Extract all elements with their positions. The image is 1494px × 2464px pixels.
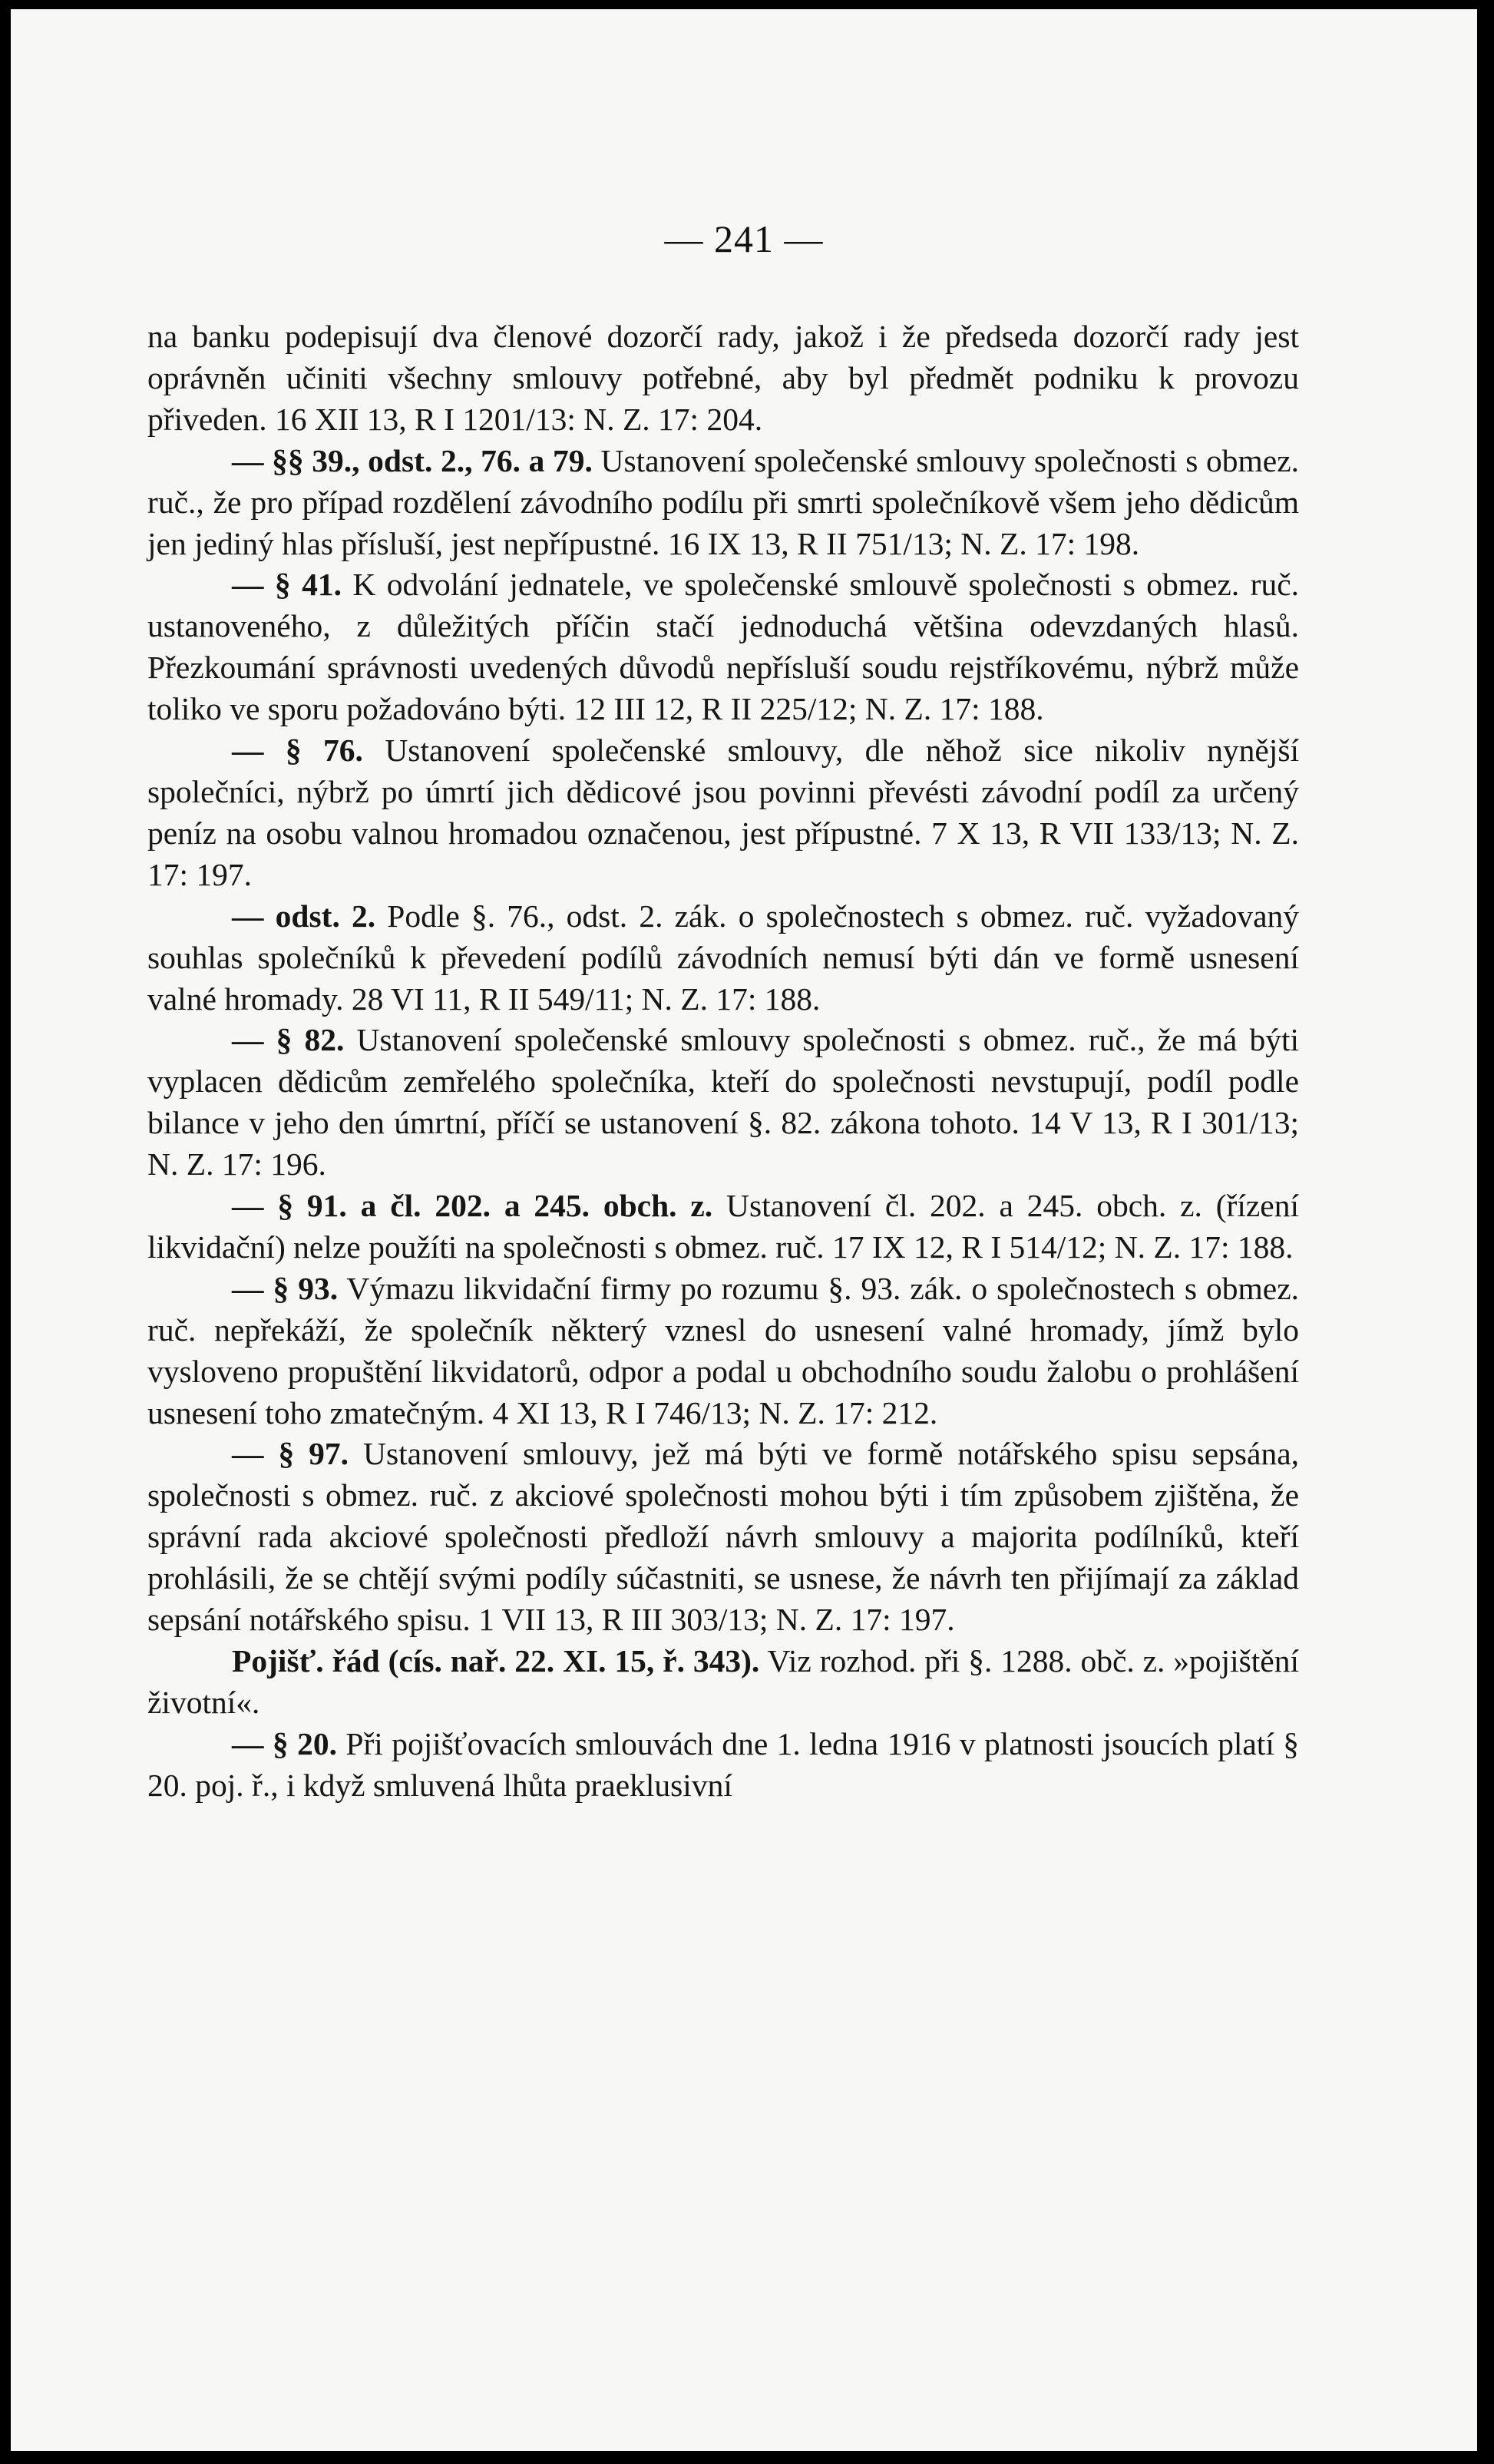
- entry-6: [147, 1186, 1299, 1268]
- entry-10: [147, 1724, 1299, 1807]
- entry-reference: — odst. 2.: [232, 898, 376, 934]
- entry-reference: — § 91. a čl. 202. a 245. obch. z.: [232, 1188, 713, 1224]
- page-number: — 241 —: [664, 217, 824, 260]
- entry-text: Výmazu likvidační firmy po rozumu §. 93. zák. o společnostech s obmez. ruč. nepřekáží, že společník některý vznesl do usnesení valné hromady, jímž bylo vysloveno propuštění likvidatorů, odpor a podal u obchodního soudu žalobu o prohlášení usnesení toho zmatečným. 4 XI 13, R I 746/13; N. Z. 17: 212.: [147, 1270, 1299, 1430]
- entry-text: Ustanovení společenské smlouvy společnosti s obmez. ruč., že má býti vyplacen dědicům zemřelého společníka, kteří do společnosti nevstupují, podíl podle bilance v jeho den úmrtní, příčí se ustanovení §. 82. zákona tohoto. 14 V 13, R I 301/13; N. Z. 17: 196.: [147, 1022, 1300, 1182]
- entry-text: Ustanovení čl. 202. a 245. obch. z. (řízení likvidační) nelze použíti na společnosti s obmez. ruč. 17 IX 12, R I 514/12; N. Z. 17: 188.: [147, 1188, 1299, 1265]
- entry-text: Při pojišťovacích smlouvách dne 1. ledna 1916 v platnosti jsoucích platí § 20. poj. ř., i když smluvená lhůta praeklusivní: [147, 1725, 1300, 1803]
- entry-text: Ustanovení společenské smlouvy, dle něhož sice nikoliv nynější společníci, nýbrž po úmrtí jich dědicové jsou povinni převésti závodní podíl za určený peníz na osobu valnou hromadou označenou, jest přípustné. 7 X 13, R VII 133/13; N. Z. 17: 197.: [147, 733, 1300, 892]
- entry-7: [147, 1268, 1299, 1434]
- entry-3: [147, 730, 1299, 896]
- entry-text: K odvolání jednatele, ve společenské smlouvě společnosti s obmez. ruč. ustanoveného, z důležitých příčin stačí jednoduchá většina odevzdaných hlasů. Přezkoumání správnosti uvedených důvodů nepřísluší soudu rejstříkovému, nýbrž může toliko ve sporu požadováno býti. 12 III 12, R II 225/12; N. Z. 17: 188.: [147, 567, 1299, 727]
- entry-8: [147, 1434, 1299, 1641]
- entry-reference: — § 97.: [232, 1436, 349, 1472]
- book-page: [11, 9, 1477, 2451]
- entry-5: [147, 1020, 1299, 1186]
- entry-1: [147, 441, 1299, 565]
- entry-text: na banku podepisují dva členové dozorčí rady, jakož i že předseda dozorčí rady jest oprávněn učiniti všechny smlouvy potřebné, aby byl předmět podniku k provozu přiveden. 16 XII 13, R I 1201/13: N. Z. 17: 204.: [147, 319, 1299, 437]
- entry-text: Ustanovení smlouvy, jež má býti ve formě notářského spisu sepsána, společnosti s obmez. ruč. z akciové společnosti mohou býti i tím způsobem zjištěna, že správní rada akciové společnosti předloží návrh smlouvy a majorita podílníků, kteří prohlásili, že se chtějí svými podíly súčastniti, se usnese, že návrh ten přijímají za základ sepsání notářského spisu. 1 VII 13, R III 303/13; N. Z. 17: 197.: [147, 1436, 1300, 1638]
- entry-text: Viz rozhod. při §. 1288. obč. z. »pojištění životní«.: [147, 1643, 1299, 1720]
- entry-reference: — § 76.: [232, 733, 363, 769]
- entry-text: Podle §. 76., odst. 2. zák. o společnostech s obmez. ruč. vyžadovaný souhlas společníků k převedení podílů závodních nemusí býti dán ve formě usnesení valné hromady. 28 VI 11, R II 549/11; N. Z. 17: 188.: [147, 898, 1300, 1017]
- entry-reference: — § 41.: [232, 567, 342, 603]
- entry-4: [147, 896, 1299, 1020]
- entry-reference: — § 20.: [232, 1725, 337, 1761]
- entry-reference: — § 82.: [232, 1022, 345, 1058]
- entry-reference: — § 93.: [232, 1270, 339, 1306]
- entry-0: [147, 316, 1299, 441]
- entry-9: [147, 1641, 1299, 1724]
- entry-2: [147, 564, 1299, 730]
- entry-text: Ustanovení společenské smlouvy společnosti s obmez. ruč., že pro případ rozdělení závodního podílu při smrti společníkově všem jeho dědicům jen jediný hlas přísluší, jest nepřípustné. 16 IX 13, R II 751/13; N. Z. 17: 198.: [147, 442, 1299, 561]
- entry-reference: — §§ 39., odst. 2., 76. a 79.: [232, 442, 593, 478]
- section-heading: Pojišť. řád (cís. nař. 22. XI. 15, ř. 343).: [232, 1643, 760, 1678]
- page-text: [147, 316, 1299, 1807]
